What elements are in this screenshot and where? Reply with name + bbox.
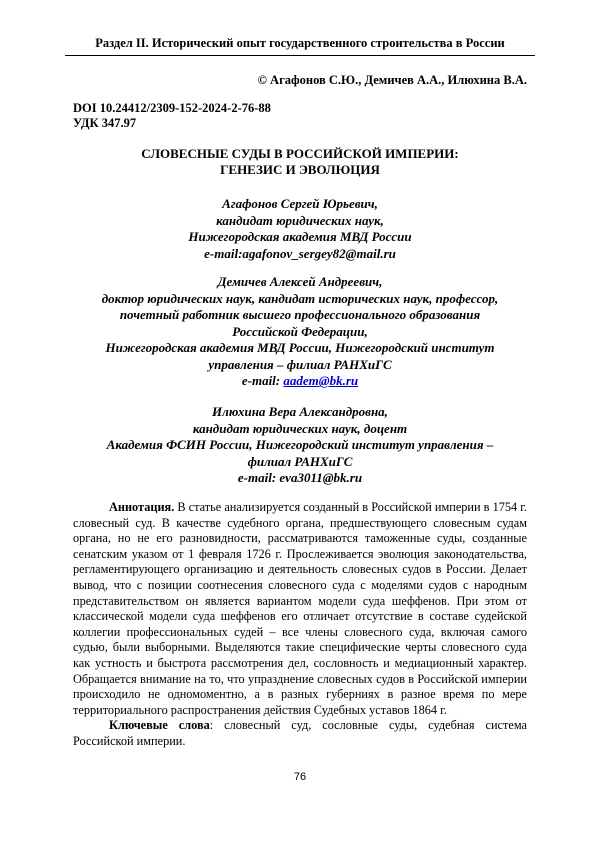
article-meta (73, 101, 271, 131)
author-degree: доктор юридических наук, кандидат исторических наук, профессор, (101, 290, 499, 306)
keywords-label: Ключевые слова (109, 718, 210, 733)
author-title: почетный работник высшего профессионального образования (119, 307, 481, 322)
author-affiliation: Академия ФСИН России, Нижегородский институт управления – (106, 437, 494, 452)
author-block-2 (65, 274, 535, 390)
author-affiliation-cont: филиал РАНХиГС (247, 453, 353, 469)
copyright-line: © Агафонов С.Ю., Демичев А.А., Илюхина В.А. (257, 73, 527, 87)
running-header: Раздел II. Исторический опыт государственного строительства в России (95, 36, 505, 50)
author-name: Демичев Алексей Андреевич, (217, 274, 383, 289)
udk: УДК 347.97 (73, 116, 137, 130)
keywords-paragraph (73, 718, 527, 749)
email-address: eva3011@bk.ru (279, 470, 363, 485)
title-line-1: СЛОВЕСНЫЕ СУДЫ В РОССИЙСКОЙ ИМПЕРИИ: (141, 146, 459, 161)
abstract-label: Аннотация. (109, 500, 175, 514)
author-title-cont: Российской Федерации, (232, 323, 368, 339)
author-email: e-mail: eva3011@bk.ru (237, 470, 363, 485)
author-email: e-mail:agafonov_sergey82@mail.ru (204, 245, 396, 261)
article-title (65, 146, 535, 178)
author-affiliation: Нижегородская академия МВД России, Нижегородский институт (105, 340, 495, 355)
author-degree: кандидат юридических наук, доцент (192, 420, 408, 436)
author-email: e-mail: aadem@bk.ru (241, 373, 359, 388)
abstract-text: В статье анализируется созданный в Российской империи в 1754 г. словесный суд. В качестве судебного органа, предшествующего словесным судам органа, но не его разновидности, рассматриваются таможенные суды, созданные сенатским указом от 1 февраля 1726 г. Прослеживается эволюция законодательства, регламентирующего организацию и деятельность словесных судов в России. Делает вывод, что с позиции соотнесения словесного суда с моделями судов с народным представительством он является вариантом модели суда шеффенов. При этом от классической модели суда шеффенов его отличает отсутствие в составе судейской коллегии профессиональных судей – все члены словесного суда, включая самого судью, были выборными. Выделяются такие специфические черты словесного суда как устность и быстрота рассмотрения дел, сословность и медиационный характер. Обращается внимание на то, что упразднение словесных судов в Российской империи происходило не одномоментно, а в разных губерниях в разное время по мере территориального распространения действия Судебных уставов 1864 г. (73, 500, 527, 717)
author-name: Илюхина Вера Александровна, (212, 404, 388, 419)
author-name: Агафонов Сергей Юрьевич, (222, 196, 378, 211)
author-degree: кандидат юридических наук, (216, 212, 384, 228)
email-link[interactable]: aadem@bk.ru (283, 373, 359, 388)
email-address: agafonov_sergey82@mail.ru (242, 245, 396, 261)
page-number: 76 (293, 771, 307, 783)
doi: DOI 10.24412/2309-152-2024-2-76-88 (73, 101, 271, 115)
abstract-section (73, 500, 527, 750)
keywords-text: : словесный суд, сословные суды, судебная система Российской империи. (73, 718, 527, 748)
abstract-paragraph (73, 500, 527, 718)
author-block-1 (65, 196, 535, 262)
author-affiliation: Нижегородская академия МВД России (188, 229, 412, 244)
title-line-2: ГЕНЕЗИС И ЭВОЛЮЦИЯ (220, 162, 380, 177)
author-block-3 (65, 404, 535, 487)
author-affiliation-cont: управления – филиал РАНХиГС (208, 356, 392, 372)
header-divider (65, 55, 535, 56)
